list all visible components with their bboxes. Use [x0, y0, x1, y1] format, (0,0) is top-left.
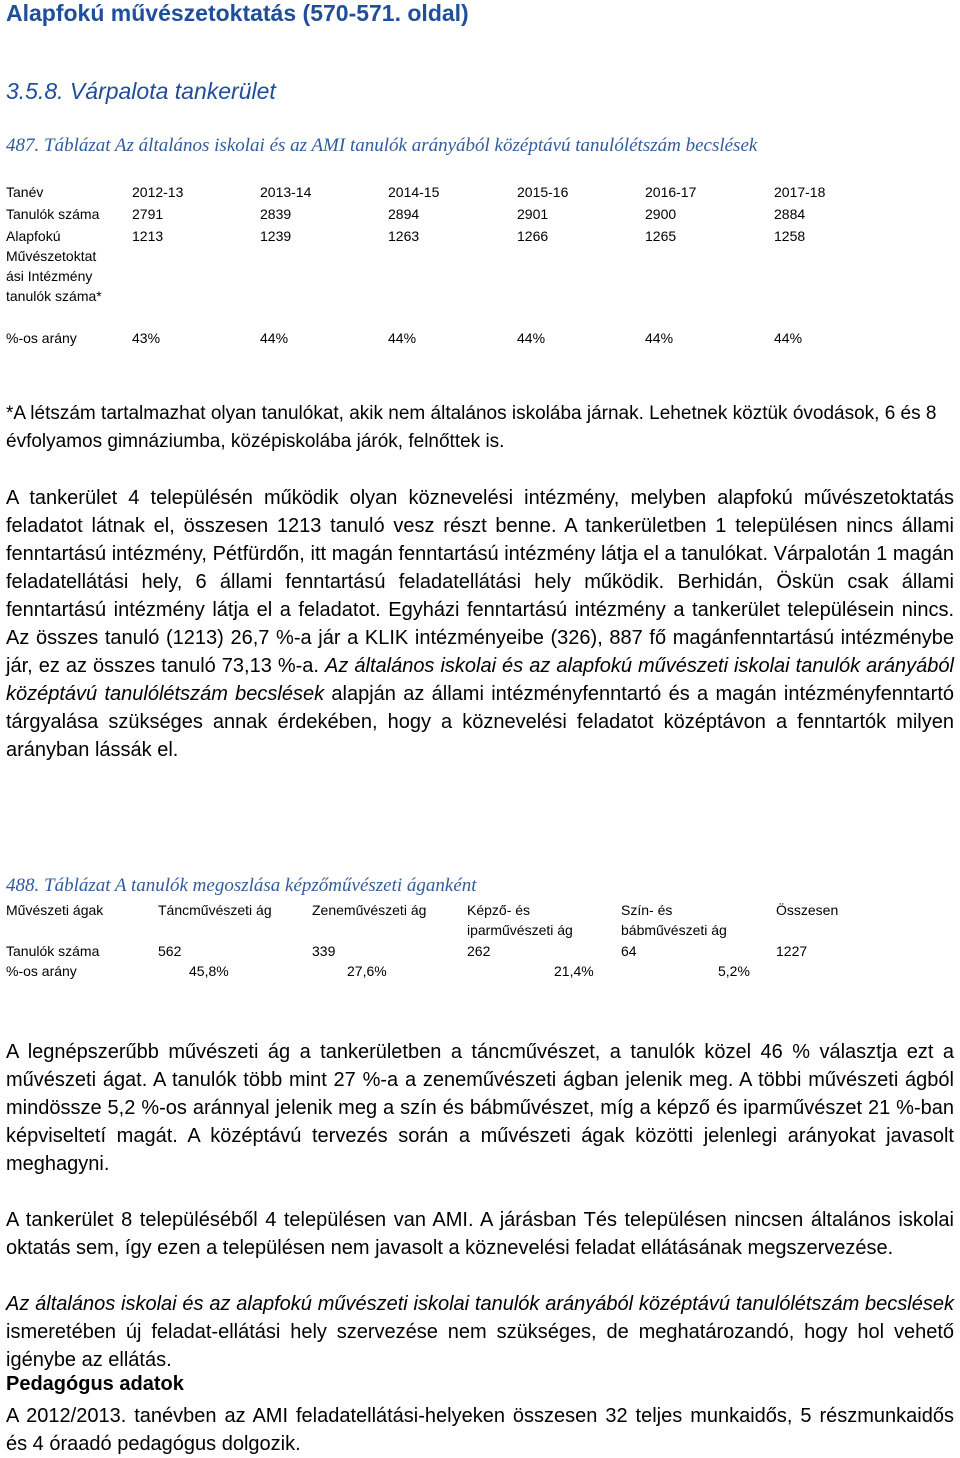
table1-year: 2014-15 [388, 184, 440, 200]
table1-label-students: Tanulók száma [6, 206, 100, 222]
pedagogus-heading: Pedagógus adatok [6, 1373, 184, 1395]
table1-label-ami: Alapfokú Művészetoktat ási Intézmény tanulók száma* [6, 228, 102, 304]
table2-header: Összesen [776, 902, 839, 918]
table1-students: 2894 [388, 206, 420, 222]
paragraph-text: alapján az állami intézményfenntartó és a magán intézményfenntartó tárgyalása szükséges annak érdekében, hogy a köznevelési feladatot középtávon a fenntartók milyen arányban lássák el. [6, 683, 954, 761]
table2-header: Szín- és bábművészeti ág [621, 902, 727, 938]
paragraph-italic-reference: Az általános iskolai és az alapfokú művészeti iskolai tanulók arányából középtávú tanulólétszám becslések [6, 1293, 954, 1315]
paragraph-italic-reference: Az általános iskolai és az alapfokú művészeti iskolai tanulók arányából középtávú tanulólétszám becslések [6, 655, 954, 705]
table1-students: 2901 [517, 206, 549, 222]
table1-ami-students: 1258 [774, 228, 806, 244]
table2-label-students: Tanulók száma [6, 943, 100, 959]
footnote: *A létszám tartalmazhat olyan tanulókat, akik nem általános iskolába járnak. Lehetnek köztük óvodások, 6 és 8 évfolyamos gimnáziumba, középiskolába járók, felnőttek is. [6, 403, 937, 452]
table2-ratio: 21,4% [554, 963, 594, 979]
paragraph-ami-telepulesek: A tankerület 8 településéből 4 településen van AMI. A járásban Tés településen nincsen általános iskolai oktatás sem, így ezen a településen nem javasolt a köznevelési feladat ellátásának megszervezése. [6, 1209, 954, 1259]
table1-students: 2839 [260, 206, 292, 222]
table2-students: 1227 [776, 943, 808, 959]
section-title: 3.5.8. Várpalota tankerület [6, 78, 276, 104]
table2-caption: 488. Táblázat A tanulók megoszlása képzőművészeti áganként [6, 875, 477, 896]
table1-ratio: 44% [774, 330, 803, 346]
table1-year: 2012-13 [132, 184, 184, 200]
table1-ratio: 44% [517, 330, 546, 346]
table1-year: 2016-17 [645, 184, 697, 200]
table1-students: 2791 [132, 206, 164, 222]
table1-ratio: 44% [645, 330, 674, 346]
table1-ami-students: 1266 [517, 228, 549, 244]
table2-students: 64 [621, 943, 637, 959]
table1-students: 2900 [645, 206, 677, 222]
table1-ratio: 44% [260, 330, 289, 346]
table1-label-year: Tanév [6, 184, 44, 200]
table2-header: Művészeti ágak [6, 902, 104, 918]
table2-students: 339 [312, 943, 336, 959]
table1-caption: 487. Táblázat Az általános iskolai és az AMI tanulók arányából középtávú tanulólétszám becslések [6, 135, 758, 156]
paragraph-text: ismeretében új feladat-ellátási hely szervezése nem szükséges, de meghatározandó, hogy hol vehető igénybe az ellátás. [6, 1321, 954, 1371]
pedagogus-text: A 2012/2013. tanévben az AMI feladatellátási-helyeken összesen 32 teljes munkaidős, 5 részmunkaidős és 4 óraadó pedagógus dolgozik. [6, 1405, 954, 1455]
table2-students: 262 [467, 943, 491, 959]
table2-header: Táncművészeti ág [158, 902, 272, 918]
table2-ratio: 27,6% [347, 963, 387, 979]
table1-students: 2884 [774, 206, 806, 222]
table1-year: 2017-18 [774, 184, 826, 200]
table1-ami-students: 1213 [132, 228, 164, 244]
table2-label-ratio: %-os arány [6, 963, 77, 979]
table1-ratio: 43% [132, 330, 161, 346]
table2-header: Zeneművészeti ág [312, 902, 427, 918]
table1-ami-students: 1265 [645, 228, 677, 244]
table2-students: 562 [158, 943, 182, 959]
paragraph-muveszeti-agak: A legnépszerűbb művészeti ág a tankerületben a táncművészet, a tanulók közel 46 % választja ezt a művészeti ágat. A tanulók több mint 27 %-a a zeneművészeti ágban jelenik meg. A többi művészeti ágból mindössze 5,2 %-os aránnyal jelenik meg a szín és bábművészet, míg a képző és iparművészet 21 %-ban képviseltetí magát. A középtávú tervezés során a művészeti ágak közötti jelenlegi arányokat javasolt meghagyni. [6, 1041, 954, 1175]
table2-header: Képző- és iparművészeti ág [467, 902, 573, 938]
paragraph-text: A tankerület 4 településén működik olyan köznevelési intézmény, melyben alapfokú művészetoktatás feladatot látnak el, összesen 1213 tanuló vesz részt benne. A tankerületben 1 településen nincs állami fenntartású intézmény, Pétfürdőn, itt magán fenntartású intézmény látja el a tanulókat. Várpalotán 1 magán feladatellátási hely, 6 állami fenntartású feladatellátási hely működik. Berhidán, Öskün csak állami fenntartású intézmény látja el a feladatot. Egyházi fenntartású intézmény a tankerület településein nincs. Az összes tanuló (1213) 26,7 %-a jár a KLIK intézményeibe (326), 887 fő magánfenntartású intézménybe jár, ez az összes tanuló 73,13 %-a. [6, 487, 954, 677]
table1-label-ratio: %-os arány [6, 330, 77, 346]
table1-year: 2015-16 [517, 184, 569, 200]
table1-year: 2013-14 [260, 184, 312, 200]
table1-ratio: 44% [388, 330, 417, 346]
table2-ratio: 45,8% [189, 963, 229, 979]
paragraph-feladatellatas [6, 1290, 954, 1374]
table1-ami-students: 1239 [260, 228, 292, 244]
header-title: Alapfokú művészetoktatás (570-571. oldal) [6, 0, 469, 26]
table2-ratio: 5,2% [718, 963, 750, 979]
table1-ami-students: 1263 [388, 228, 420, 244]
